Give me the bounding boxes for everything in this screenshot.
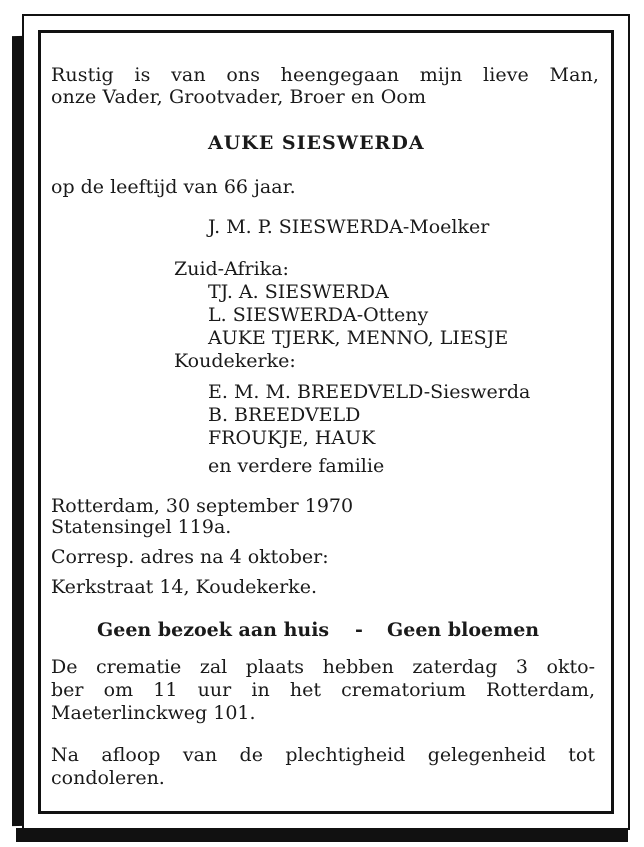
condolence-line-1: Na afloop van de plechtigheid gelegenheid tot	[51, 744, 595, 766]
spouse-name: J. M. P. SIESWERDA-Moelker	[208, 216, 490, 238]
family-group-1-member: AUKE TJERK, MENNO, LIESJE	[208, 327, 509, 349]
family-group-2-place: Koudekerke:	[174, 350, 296, 372]
cremation-line-1: De crematie zal plaats hebben zaterdag 3 okto-	[51, 656, 595, 678]
age-line: op de leeftijd van 66 jaar.	[51, 176, 296, 198]
family-group-1-member: L. SIESWERDA-Otteny	[208, 304, 429, 326]
announcement-content	[51, 64, 599, 108]
correspondence-label: Corresp. adres na 4 oktober:	[51, 546, 329, 568]
condolence-line-2: condoleren.	[51, 767, 165, 789]
cremation-line-2: ber om 11 uur in het crematorium Rotterdam,	[51, 679, 595, 701]
deceased-name: AUKE SIESWERDA	[208, 132, 425, 154]
family-group-2-member: E. M. M. BREEDVELD-Sieswerda	[208, 381, 531, 403]
family-group-1-member: TJ. A. SIESWERDA	[208, 281, 389, 303]
cremation-line-3: Maeterlinckweg 101.	[51, 702, 256, 724]
family-group-1-place: Zuid-Afrika:	[174, 258, 289, 280]
extended-family: en verdere familie	[208, 455, 385, 477]
no-flowers-notice: Geen bloemen	[387, 619, 540, 641]
intro-line-2: onze Vader, Grootvader, Broer en Oom	[51, 86, 427, 108]
place-date: Rotterdam, 30 september 1970	[51, 495, 354, 517]
intro-line-1: Rustig is van ons heengegaan mijn lieve Man,	[51, 64, 599, 86]
no-visit-notice: Geen bezoek aan huis	[97, 619, 330, 641]
family-group-2-member: FROUKJE, HAUK	[208, 427, 376, 449]
address: Statensingel 119a.	[51, 516, 232, 538]
frame-gap	[24, 16, 38, 40]
family-group-2-member: B. BREEDVELD	[208, 404, 361, 426]
notice-separator: -	[355, 619, 363, 641]
correspondence-address: Kerkstraat 14, Koudekerke.	[51, 576, 317, 598]
